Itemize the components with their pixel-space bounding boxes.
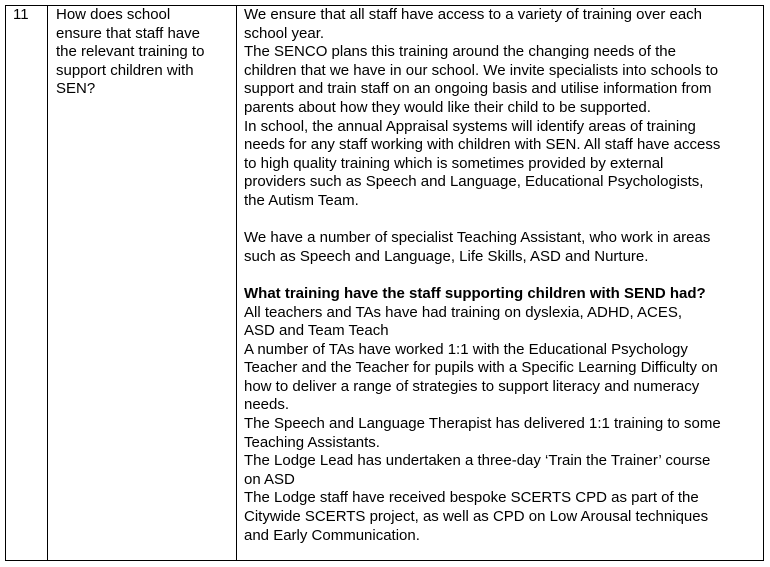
answer-paragraph <box>244 341 763 415</box>
answer-line: Citywide SCERTS project, as well as CPD on Low Arousal techniques <box>244 508 709 526</box>
answer-line: support and train staff on an ongoing basis and utilise information from <box>244 80 712 98</box>
answer-line: ASD and Team Teach <box>244 322 389 340</box>
question-line: ensure that staff have <box>56 24 200 42</box>
answer-line: children that we have in our school. We invite specialists into schools to <box>244 61 719 79</box>
table-row <box>6 6 764 561</box>
question-cell <box>48 6 237 561</box>
answer-line: how to deliver a range of strategies to support literacy and numeracy <box>244 377 700 395</box>
answer-paragraph <box>244 452 763 489</box>
answer-paragraph <box>244 304 763 341</box>
answer-line: the Autism Team. <box>244 191 359 209</box>
blank-line <box>244 266 763 285</box>
answer-line: to high quality training which is sometimes provided by external <box>244 154 664 172</box>
answer-line: such as Speech and Language, Life Skills, ASD and Nurture. <box>244 247 649 265</box>
answer-line: In school, the annual Appraisal systems will identify areas of training <box>244 117 696 135</box>
answer-line: on ASD <box>244 470 295 488</box>
question-line: support children with <box>56 61 194 79</box>
answer-line: providers such as Speech and Language, Educational Psychologists, <box>244 173 704 191</box>
answer-line: A number of TAs have worked 1:1 with the Educational Psychology <box>244 340 688 358</box>
answer-line: The Speech and Language Therapist has delivered 1:1 training to some <box>244 415 721 433</box>
answer-line: needs for any staff working with children with SEN. All staff have access <box>244 136 721 154</box>
answer-line: parents about how they would like their child to be supported. <box>244 98 651 116</box>
answer-line: We ensure that all staff have access to a variety of training over each <box>244 6 703 23</box>
answer-paragraph <box>244 43 763 117</box>
row-number-cell <box>6 6 48 561</box>
answer-line: The Lodge Lead has undertaken a three-day ‘Train the Trainer’ course <box>244 452 711 470</box>
answer-line: Teaching Assistants. <box>244 433 380 451</box>
answer-text <box>237 6 763 545</box>
answer-line: school year. <box>244 24 325 42</box>
answer-paragraph <box>244 415 763 452</box>
answer-line: needs. <box>244 396 290 414</box>
answer-paragraph <box>244 285 763 304</box>
question-line: the relevant training to <box>56 43 205 61</box>
answer-line: The Lodge staff have received bespoke SCERTS CPD as part of the <box>244 489 699 507</box>
question-line: SEN? <box>56 80 96 98</box>
answer-line: The SENCO plans this training around the changing needs of the <box>244 43 676 61</box>
sen-information-table <box>5 5 764 561</box>
section-heading: What training have the staff supporting children with SEND had? <box>244 284 706 302</box>
answer-paragraph <box>244 229 763 266</box>
question-text <box>48 6 236 99</box>
blank-line <box>244 211 763 230</box>
answer-line: We have a number of specialist Teaching Assistant, who work in areas <box>244 229 711 247</box>
answer-line: and Early Communication. <box>244 526 420 544</box>
answer-line: All teachers and TAs have had training on dyslexia, ADHD, ACES, <box>244 303 683 321</box>
answer-line: Teacher and the Teacher for pupils with a Specific Learning Difficulty on <box>244 359 718 377</box>
answer-paragraph <box>244 489 763 545</box>
answer-paragraph <box>244 6 763 43</box>
answer-cell <box>237 6 764 561</box>
question-line: How does school <box>56 6 171 23</box>
row-number: 11 <box>13 6 29 23</box>
answer-paragraph <box>244 118 763 211</box>
